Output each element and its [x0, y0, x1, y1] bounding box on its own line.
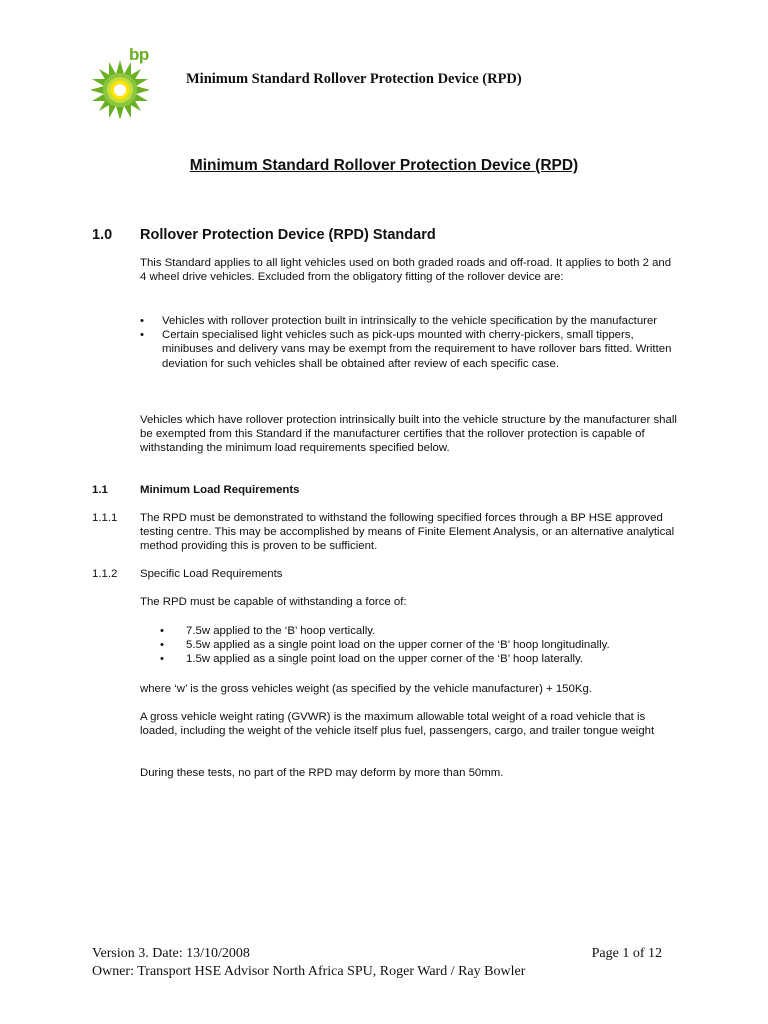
deformation-paragraph	[140, 766, 680, 780]
document-title: Minimum Standard Rollover Protection Device (RPD)	[189, 157, 579, 174]
footer-version-row	[92, 946, 662, 962]
list-item-text: Vehicles with rollover protection built in intrinsically to the vehicle specification by the manufacturer	[162, 315, 658, 327]
subsection-number: 1.1.2	[92, 568, 118, 580]
section-heading: Rollover Protection Device (RPD) Standard	[140, 227, 436, 243]
list-item	[140, 638, 680, 652]
exclusions-list	[140, 314, 680, 371]
bullet-icon: •	[160, 653, 164, 666]
paragraph-text: During these tests, no part of the RPD may deform by more than 50mm.	[140, 767, 504, 779]
gvwr-paragraph	[140, 710, 680, 738]
list-item	[140, 314, 680, 328]
bp-logo-text: bp	[129, 45, 149, 64]
load-requirements-list	[140, 624, 680, 667]
list-item	[140, 328, 680, 371]
footer-version: Version 3. Date: 13/10/2008	[92, 946, 250, 961]
weight-definition-paragraph	[140, 682, 680, 696]
footer-owner: Owner: Transport HSE Advisor North Africa SPU, Roger Ward / Ray Bowler	[92, 964, 526, 979]
subsection-heading: Specific Load Requirements	[140, 568, 283, 580]
list-item	[140, 624, 680, 638]
exemption-paragraph	[140, 413, 680, 456]
list-item-text: 1.5w applied as a single point load on the upper corner of the ‘B’ hoop laterally.	[186, 653, 584, 666]
load-lead-paragraph	[140, 595, 680, 609]
subsection-number: 1.1	[92, 484, 108, 496]
running-header-title: Minimum Standard Rollover Protection Device (RPD)	[186, 71, 522, 87]
subsection-heading: Minimum Load Requirements	[140, 484, 300, 496]
bullet-icon: •	[140, 329, 144, 342]
bullet-icon: •	[160, 625, 164, 637]
paragraph-text: A gross vehicle weight rating (GVWR) is the maximum allowable total weight of a road vehicle that is loaded, including the weight of the vehicle itself plus fuel, passengers, cargo, and trailer tongue weight	[140, 711, 655, 738]
paragraph-text: This Standard applies to all light vehicles used on both graded roads and off-road. It applies to both 2 and 4 wheel drive vehicles. Excluded from the obligatory fitting of the rollover device are:	[140, 257, 672, 284]
paragraph-text: The RPD must be capable of withstanding a force of:	[140, 596, 407, 608]
list-item-text: 7.5w applied to the ‘B’ hoop vertically.	[186, 625, 376, 637]
test-requirement-paragraph	[140, 511, 680, 554]
bullet-icon: •	[140, 315, 144, 327]
paragraph-text: The RPD must be demonstrated to withstand the following specified forces through a BP HSE approved testing centre. This may be accomplished by means of Finite Element Analysis, or an alternative analytical method providing this is proven to be sufficient.	[140, 512, 675, 553]
paragraph-text: where ‘w’ is the gross vehicles weight (as specified by the vehicle manufacturer) + 150Kg.	[140, 683, 592, 695]
section-number: 1.0	[92, 227, 113, 243]
bullet-icon: •	[160, 639, 164, 652]
list-item-text: 5.5w applied as a single point load on the upper corner of the ‘B’ hoop longitudinally.	[186, 639, 610, 652]
list-item-text: Certain specialised light vehicles such as pick-ups mounted with cherry-pickers, small tippers, minibuses and delivery vans may be exempt from the requirement to have rollover bars fitted. Written deviation for such vehicles shall be obtained after review of each specific case.	[162, 329, 672, 370]
footer-page-number: Page 1 of 12	[591, 946, 662, 961]
section-intro-paragraph	[140, 256, 680, 284]
subsection-number: 1.1.1	[92, 512, 118, 524]
paragraph-text: Vehicles which have rollover protection intrinsically built into the vehicle structure by the manufacturer shall be exempted from this Standard if the manufacturer certifies that the rollover protection is capable of withstanding the minimum load requirements specified below.	[140, 414, 677, 455]
list-item	[140, 652, 680, 666]
